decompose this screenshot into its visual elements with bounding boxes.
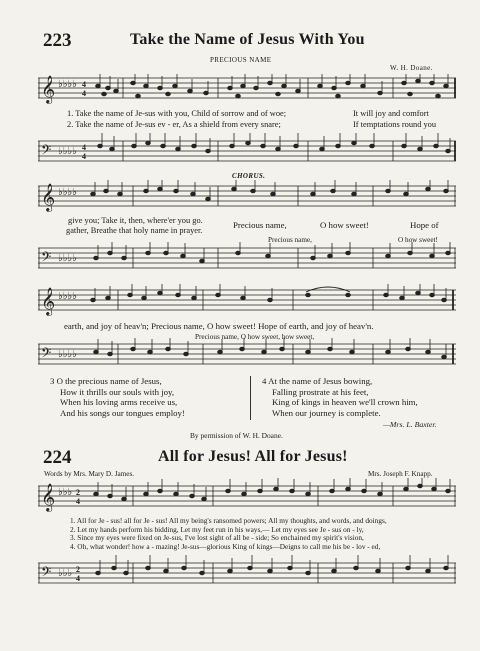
hymn224-lyrics (70, 517, 387, 551)
lyric-verse2-line: 2. Take the name of Je-sus ev - er, As a shield from every snare; (67, 120, 281, 129)
svg-text:♭♭♭♭: ♭♭♭♭ (58, 291, 77, 302)
chorus-label: CHORUS. (232, 172, 266, 180)
hymn224-lyric-line: 2. Let my hands perform his bidding, Let my feet run in his ways,— Let my eyes see Je - sus on - ly, (70, 524, 364, 534)
svg-text:4: 4 (82, 152, 86, 161)
svg-text:♭♭♭♭: ♭♭♭♭ (58, 253, 77, 264)
verse-3-line: And his songs our tongues employ! (60, 407, 185, 418)
hymn224-lyric-line: 3. Since my eyes were fixed on Je-sus, I've lost sight of all be - side; So enchained my spirit's vision, (70, 533, 364, 543)
svg-text:♭♭♭♭: ♭♭♭♭ (58, 79, 77, 90)
staff-bass-3 (38, 338, 458, 370)
svg-text:𝄞: 𝄞 (41, 75, 56, 103)
hymn224-lyric-line: 4. Oh, what wonder! how a - mazing! Je-sus—glorious King of kings—Deigns to call me his be - lov - ed, (70, 541, 381, 551)
music-by: Mrs. Joseph F. Knapp. (368, 470, 433, 478)
svg-text:2: 2 (76, 488, 80, 497)
verse-4-line: When our journey is complete. (272, 407, 381, 418)
lyric-verse1-line: 1. Take the name of Je-sus with you, Child of sorrow and of woe; (67, 109, 287, 118)
svg-text:4: 4 (76, 574, 80, 583)
svg-text:♭♭♭♭: ♭♭♭♭ (58, 146, 77, 157)
bass-oh-sweet: O how sweet! (398, 236, 438, 244)
verse-4-line: Falling prostrate at his feet, (272, 386, 369, 397)
svg-text:4: 4 (82, 143, 86, 152)
hymn-title-224: All for Jesus! All for Jesus! (158, 448, 348, 465)
staff-treble-2 (38, 180, 458, 214)
svg-text:𝄢: 𝄢 (41, 251, 52, 268)
svg-text:4: 4 (82, 89, 86, 98)
staff-bass-224 (38, 555, 458, 589)
permission-note: By permission of W. H. Doane. (190, 431, 283, 440)
system3-lyric: earth, and joy of heav'n; Precious name, O how sweet! Hope of earth, and joy of heav'n. (64, 321, 374, 331)
staff-treble-1 (38, 74, 458, 106)
staff-treble-3 (38, 284, 458, 318)
svg-text:♭♭♭♭: ♭♭♭♭ (58, 187, 77, 198)
staff-bass-1 (38, 133, 458, 165)
svg-text:♭♭♭♭: ♭♭♭♭ (58, 349, 77, 360)
system3-bass-lyric: Precious name, O how sweet, how sweet, (195, 333, 315, 341)
composer: W. H. Doane. (390, 64, 433, 72)
chorus-precious-name: Precious name, (233, 220, 287, 230)
verse-4-line: King of kings in heaven we'll crown him, (272, 397, 418, 408)
verse-divider (250, 376, 251, 420)
hymn-title-223: Take the Name of Jesus With You (130, 31, 365, 48)
svg-text:4: 4 (82, 80, 86, 89)
lyric-verse2-end: If temptations round you (353, 120, 437, 129)
verse-4-line: 4 At the name of Jesus bowing, (262, 376, 373, 386)
verse-3-line: When his loving arms receive us, (60, 397, 178, 408)
svg-text:𝄢: 𝄢 (41, 347, 52, 364)
tune-name: PRECIOUS NAME (210, 56, 272, 64)
svg-text:𝄞: 𝄞 (41, 287, 56, 315)
svg-text:𝄞: 𝄞 (41, 483, 56, 511)
hymn-number-223: 223 (43, 30, 72, 51)
words-by: Words by Mrs. Mary D. James. (44, 470, 135, 478)
verse-author: —Mrs. L. Baxter. (383, 420, 437, 429)
hymn-number-224: 224 (43, 447, 72, 468)
lyric-verse1-end: It will joy and comfort (353, 109, 429, 118)
svg-text:♭♭♭: ♭♭♭ (58, 487, 73, 498)
svg-text:2: 2 (76, 565, 80, 574)
chorus-oh-sweet: O how sweet! (320, 220, 369, 230)
svg-text:𝄞: 𝄞 (41, 183, 56, 211)
svg-text:♭♭♭: ♭♭♭ (58, 568, 73, 579)
chorus-line2: gather, Breathe that holy name in prayer. (66, 226, 203, 235)
staff-treble-224 (38, 478, 458, 514)
chorus-hope-of: Hope of (410, 220, 439, 230)
svg-text:𝄢: 𝄢 (41, 566, 52, 583)
verse-3-line: 3 O the precious name of Jesus, (50, 376, 162, 386)
staff-bass-2 (38, 242, 458, 274)
chorus-line1: give you; Take it, then, where'er you go. (68, 216, 203, 225)
verse-4 (262, 376, 418, 418)
verse-3-line: How it thrills our souls with joy, (60, 386, 175, 397)
svg-text:𝄢: 𝄢 (41, 144, 52, 161)
verse-3 (50, 376, 185, 418)
svg-text:4: 4 (76, 497, 80, 506)
bass-precious-name: Precious name, (268, 236, 312, 244)
hymn224-lyric-line: 1. All for Je - sus! all for Je - sus! All my being's ransomed powers; All my thoughts, and words, and doings, (70, 516, 387, 525)
